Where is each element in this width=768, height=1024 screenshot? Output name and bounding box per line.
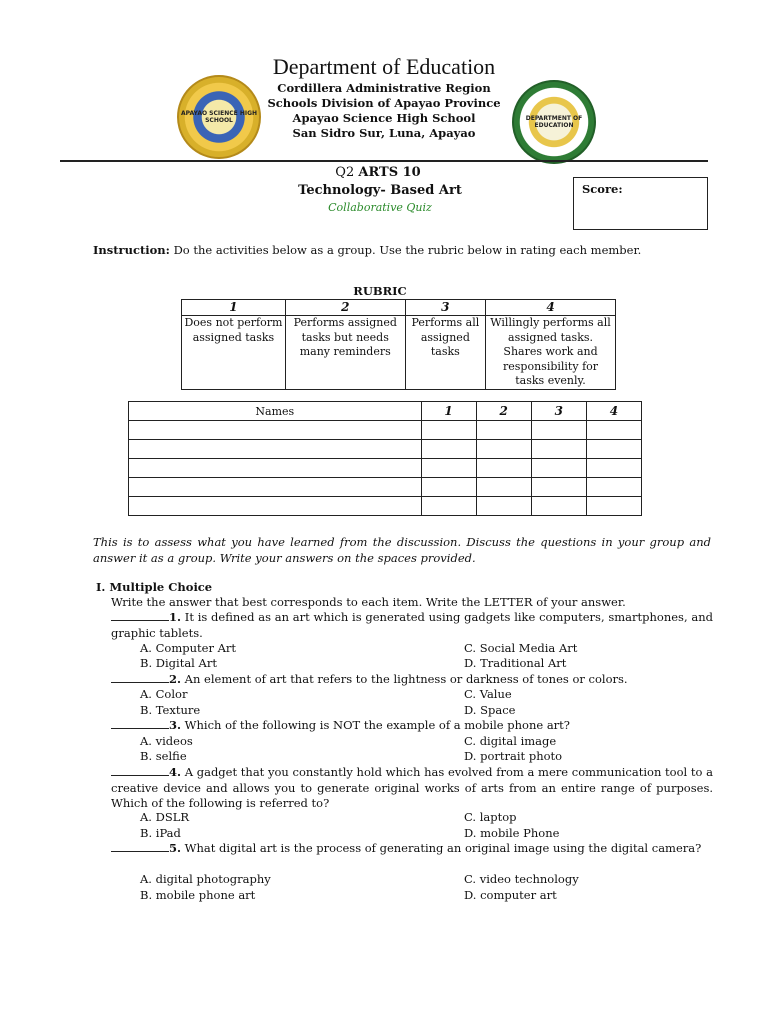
rubric-header-3: 3 bbox=[405, 300, 485, 316]
option-d: D. portrait photo bbox=[464, 749, 563, 763]
answer-blank[interactable] bbox=[111, 718, 169, 729]
rubric-table bbox=[181, 299, 616, 390]
score-cell[interactable] bbox=[586, 478, 641, 497]
score-header-2: 2 bbox=[476, 402, 531, 421]
option-b: B. Digital Art bbox=[140, 656, 217, 670]
score-cell[interactable] bbox=[531, 478, 586, 497]
option-d: D. Space bbox=[464, 703, 516, 717]
question-number: 4. bbox=[169, 765, 182, 779]
score-cell[interactable] bbox=[531, 497, 586, 516]
question-text: What digital art is the process of generating an original image using the digital camera? bbox=[184, 841, 702, 855]
question-text: A gadget that you constantly hold which has evolved from a mere communication tool to a creative device and allows you to generate original works of arts from an entire range of purposes. Which of the following is referred to? bbox=[111, 765, 713, 810]
answer-blank[interactable] bbox=[111, 672, 169, 683]
name-cell[interactable] bbox=[129, 497, 422, 516]
score-cell[interactable] bbox=[531, 421, 586, 440]
score-cell[interactable] bbox=[421, 421, 476, 440]
instruction bbox=[93, 243, 679, 258]
question-5 bbox=[111, 841, 713, 857]
school-seal-text: APAYAO SCIENCE HIGH SCHOOL bbox=[180, 110, 258, 124]
deped-seal-text: DEPARTMENT OF EDUCATION bbox=[525, 115, 583, 129]
score-header-3: 3 bbox=[531, 402, 586, 421]
option-a: A. Computer Art bbox=[140, 641, 237, 655]
rubric-header-4: 4 bbox=[486, 300, 616, 316]
department-title: Department of Education bbox=[272, 54, 496, 79]
name-cell[interactable] bbox=[129, 478, 422, 497]
question-text: It is defined as an art which is generated using gadgets like computers, smartphones, and graphic tablets. bbox=[111, 610, 713, 640]
answer-blank[interactable] bbox=[111, 765, 169, 776]
score-cell[interactable] bbox=[476, 478, 531, 497]
names-header: Names bbox=[129, 402, 422, 421]
rubric-title: RUBRIC bbox=[353, 284, 407, 298]
table-row bbox=[129, 497, 642, 516]
table-row bbox=[129, 421, 642, 440]
question-4 bbox=[111, 765, 713, 812]
quarter-label: Q2 bbox=[335, 165, 355, 180]
score-cell[interactable] bbox=[476, 421, 531, 440]
question-number: 5. bbox=[169, 841, 182, 855]
score-cell[interactable] bbox=[586, 440, 641, 459]
option-b: B. mobile phone art bbox=[140, 888, 256, 902]
school-seal-logo bbox=[177, 75, 261, 159]
rubric-header-2: 2 bbox=[285, 300, 405, 316]
score-cell[interactable] bbox=[531, 440, 586, 459]
option-a: A. Color bbox=[140, 687, 188, 701]
option-a: A. videos bbox=[140, 734, 193, 748]
question-3 bbox=[111, 718, 713, 734]
option-a: A. DSLR bbox=[140, 810, 190, 824]
rubric-desc-2: Performs assigned tasks but needs many reminders bbox=[285, 316, 405, 390]
topic-title: Technology- Based Art bbox=[298, 183, 462, 198]
option-a: A. digital photography bbox=[140, 872, 271, 886]
deped-seal-logo bbox=[512, 80, 596, 164]
quiz-heading bbox=[293, 165, 463, 180]
question-2 bbox=[111, 672, 713, 688]
option-b: B. iPad bbox=[140, 826, 181, 840]
names-table bbox=[128, 401, 642, 516]
score-cell[interactable] bbox=[476, 440, 531, 459]
name-cell[interactable] bbox=[129, 440, 422, 459]
option-c: C. Social Media Art bbox=[464, 641, 578, 655]
option-d: D. mobile Phone bbox=[464, 826, 560, 840]
name-cell[interactable] bbox=[129, 421, 422, 440]
question-1 bbox=[111, 610, 713, 641]
score-cell[interactable] bbox=[586, 421, 641, 440]
score-cell[interactable] bbox=[421, 440, 476, 459]
rubric-desc-4: Willingly performs all assigned tasks. Shares work and responsibility for tasks evenly. bbox=[486, 316, 616, 390]
question-number: 1. bbox=[169, 610, 182, 624]
table-row bbox=[129, 478, 642, 497]
option-c: C. Value bbox=[464, 687, 512, 701]
section-instruction: Write the answer that best corresponds to each item. Write the LETTER of your answer. bbox=[111, 595, 626, 609]
address-line: San Sidro Sur, Luna, Apayao bbox=[292, 126, 476, 140]
table-row bbox=[129, 459, 642, 478]
score-header-1: 1 bbox=[421, 402, 476, 421]
option-d: D. Traditional Art bbox=[464, 656, 567, 670]
instruction-text: Do the activities below as a group. Use the rubric below in rating each member. bbox=[173, 243, 642, 257]
score-header-4: 4 bbox=[586, 402, 641, 421]
rubric-header-1: 1 bbox=[182, 300, 286, 316]
score-cell[interactable] bbox=[586, 497, 641, 516]
option-c: C. digital image bbox=[464, 734, 557, 748]
answer-blank[interactable] bbox=[111, 841, 169, 852]
score-cell[interactable] bbox=[421, 478, 476, 497]
option-c: C. video technology bbox=[464, 872, 579, 886]
option-c: C. laptop bbox=[464, 810, 517, 824]
division-line: Schools Division of Apayao Province bbox=[267, 96, 501, 110]
score-label: Score: bbox=[582, 182, 623, 196]
score-cell[interactable] bbox=[421, 459, 476, 478]
rubric-desc-3: Performs all assigned tasks bbox=[405, 316, 485, 390]
region-line: Cordillera Administrative Region bbox=[277, 81, 491, 95]
score-cell[interactable] bbox=[476, 497, 531, 516]
name-cell[interactable] bbox=[129, 459, 422, 478]
question-number: 2. bbox=[169, 672, 182, 686]
score-cell[interactable] bbox=[531, 459, 586, 478]
question-text: An element of art that refers to the lightness or darkness of tones or colors. bbox=[184, 672, 628, 686]
question-number: 3. bbox=[169, 718, 182, 732]
table-row bbox=[129, 440, 642, 459]
option-b: B. selfie bbox=[140, 749, 187, 763]
score-cell[interactable] bbox=[586, 459, 641, 478]
rubric-desc-1: Does not perform assigned tasks bbox=[182, 316, 286, 390]
assessment-note: This is to assess what you have learned from the discussion. Discuss the questions in your group and answer it as a group. Write your answers on the spaces provided. bbox=[93, 535, 711, 565]
score-cell[interactable] bbox=[476, 459, 531, 478]
subject-label: ARTS 10 bbox=[358, 165, 421, 180]
question-text: Which of the following is NOT the example of a mobile phone art? bbox=[184, 718, 570, 732]
section-title: I. Multiple Choice bbox=[96, 580, 213, 594]
instruction-label: Instruction: bbox=[93, 243, 170, 257]
quiz-type: Collaborative Quiz bbox=[328, 201, 432, 214]
header-divider bbox=[60, 160, 708, 162]
score-cell[interactable] bbox=[421, 497, 476, 516]
answer-blank[interactable] bbox=[111, 610, 169, 621]
option-b: B. Texture bbox=[140, 703, 201, 717]
school-line: Apayao Science High School bbox=[292, 111, 476, 125]
option-d: D. computer art bbox=[464, 888, 557, 902]
